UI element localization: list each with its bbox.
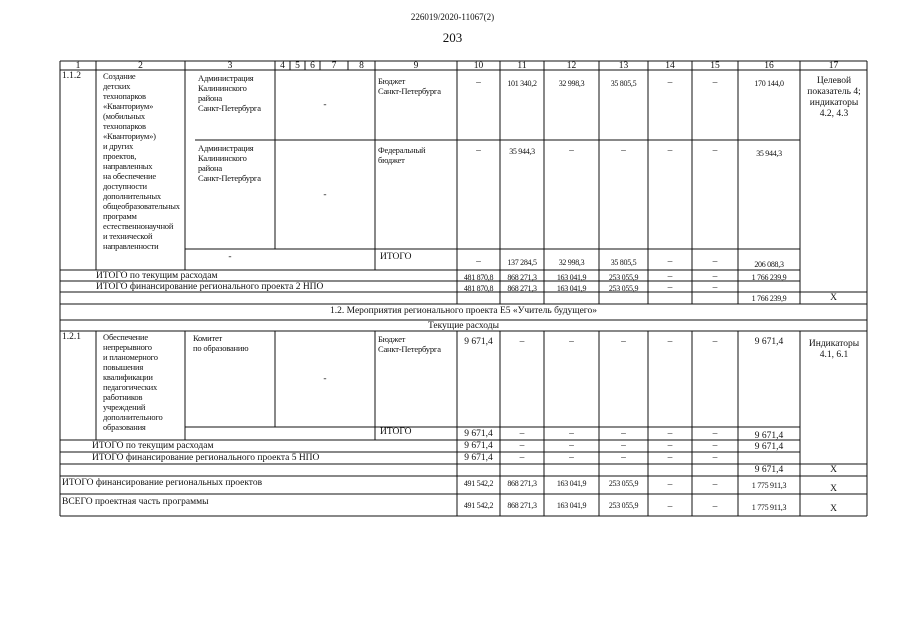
value-col-14: –	[667, 283, 673, 293]
value-col-13: 253 055,9	[608, 273, 639, 282]
value-col-15: –	[712, 78, 718, 88]
value-col-15: –	[712, 146, 718, 156]
value-col-11: 868 271,3	[507, 284, 537, 293]
row-label: ИТОГО финансирование регионального проекта 2 НПО	[96, 282, 324, 292]
value-col-11: 137 284,5	[507, 258, 537, 267]
value-col-12: 32 998,3	[558, 79, 585, 88]
value-col-12: –	[569, 429, 574, 439]
value-col-16: 35 944,3	[756, 149, 782, 158]
value-col-10: 9 671,4	[464, 453, 493, 463]
value-col-15: –	[712, 337, 718, 347]
value-col-16: 9 671,4	[754, 465, 784, 475]
value-col-12: 163 041,9	[556, 273, 587, 282]
value-col-15: –	[712, 453, 718, 463]
section-title: 1.2. Мероприятия регионального проекта Е5 «Учитель будущего»	[330, 306, 597, 316]
col-header-8: 8	[359, 61, 364, 71]
value-col-12: 163 041,9	[556, 479, 587, 488]
col-header-10: 10	[473, 61, 484, 71]
value-col-15: –	[712, 441, 718, 451]
col-header-5: 5	[295, 61, 300, 71]
row-label: ИТОГО финансирование региональных проектов	[62, 478, 263, 488]
value-col-12: 163 041,9	[556, 501, 587, 510]
executor: Администрация Калининского района Санкт-Петербурга	[198, 143, 261, 183]
activity-name: Обеспечение непрерывного и планомерного повышения квалификации педагогических работников учреждений дополнительного образования	[103, 332, 163, 432]
value-col-11: –	[519, 441, 525, 451]
indicator: Целевой показатель 4; индикаторы 4.2, 4.3	[807, 76, 861, 119]
value-col-14: –	[667, 480, 673, 490]
col-header-3: 3	[227, 61, 233, 71]
value-col-14: –	[667, 502, 673, 512]
value-col-12: 163 041,9	[556, 284, 587, 293]
value-col-16: 206 088,3	[754, 260, 784, 269]
col-header-16: 16	[764, 61, 774, 71]
value-col-14: –	[667, 257, 673, 267]
value-col-10: –	[476, 257, 481, 267]
value-col-10: –	[476, 146, 481, 156]
value-col-13: 253 055,9	[608, 479, 639, 488]
value-col-16: 9 671,4	[754, 431, 784, 441]
row-label: ИТОГО финансирование регионального проекта 5 НПО	[92, 453, 320, 463]
value-col-10: 9 671,4	[464, 337, 493, 347]
value-col-16: 1 775 911,3	[751, 503, 787, 512]
value-col-10: 481 870,8	[463, 273, 494, 282]
value-col-10: –	[476, 78, 481, 88]
value-col-11: –	[519, 453, 525, 463]
value-col-12: –	[569, 441, 574, 451]
value-col-13: 35 805,5	[610, 79, 637, 88]
value-col-11: 101 340,2	[507, 79, 537, 88]
subsection-title: Текущие расходы	[427, 321, 500, 331]
value-col-10: 491 542,2	[463, 479, 494, 488]
value-col-14: –	[667, 337, 673, 347]
x-mark: X	[830, 504, 837, 514]
x-mark: X	[830, 293, 837, 303]
value-col-13: –	[621, 337, 626, 347]
empty-mark: -	[323, 374, 327, 384]
document-id: 226019/2020-11067(2)	[410, 12, 495, 22]
col-header-7: 7	[331, 61, 337, 71]
total-label: ИТОГО	[380, 252, 412, 262]
value-col-14: –	[667, 453, 673, 463]
value-col-13: –	[621, 453, 626, 463]
value-col-14: –	[667, 272, 673, 282]
funding-source: Федеральный бюджет	[378, 145, 426, 165]
x-mark: X	[830, 465, 837, 475]
value-col-11: 868 271,3	[507, 501, 537, 510]
col-header-4: 4	[280, 61, 285, 71]
value-col-16: 1 766 239,9	[751, 273, 787, 282]
value-col-14: –	[667, 78, 673, 88]
value-col-13: –	[621, 429, 626, 439]
total-label: ИТОГО	[380, 427, 412, 437]
value-col-13: –	[621, 146, 626, 156]
value-col-11: –	[519, 337, 525, 347]
value-col-11: 868 271,3	[507, 273, 537, 282]
value-col-11: 35 944,3	[509, 147, 535, 156]
value-col-14: –	[667, 146, 673, 156]
empty-mark: -	[323, 100, 327, 110]
value-col-12: –	[569, 146, 574, 156]
value-col-13: 253 055,9	[608, 501, 639, 510]
value-col-10: 9 671,4	[464, 441, 493, 451]
x-mark: X	[830, 484, 837, 494]
row-label: ИТОГО по текущим расходам	[92, 441, 214, 451]
col-header-2: 2	[138, 61, 143, 71]
col-header-11: 11	[517, 61, 527, 71]
value-col-15: –	[712, 257, 718, 267]
row-label: ИТОГО по текущим расходам	[96, 271, 218, 281]
value-col-16: 1 766 239,9	[751, 294, 787, 303]
executor: Администрация Калининского района Санкт-Петербурга	[198, 73, 261, 113]
col-header-17: 17	[828, 61, 839, 71]
value-col-16: 170 144,0	[754, 79, 784, 88]
value-col-14: –	[667, 441, 673, 451]
empty-mark: -	[323, 190, 327, 200]
value-col-15: –	[712, 283, 718, 293]
col-header-14: 14	[665, 61, 675, 71]
value-col-15: –	[712, 272, 718, 282]
funding-source: Бюджет Санкт-Петербурга	[378, 76, 441, 96]
value-col-15: –	[712, 502, 718, 512]
value-col-10: 9 671,4	[464, 429, 493, 439]
value-col-12: –	[569, 337, 574, 347]
value-col-11: –	[519, 429, 525, 439]
value-col-16: 9 671,4	[754, 337, 784, 347]
row-label: ВСЕГО проектная часть программы	[62, 497, 209, 507]
row-number: 1.1.2	[62, 71, 81, 81]
funding-source: Бюджет Санкт-Петербурга	[378, 334, 441, 354]
value-col-10: 481 870,8	[463, 284, 494, 293]
col-header-15: 15	[710, 61, 720, 71]
value-col-11: 868 271,3	[507, 479, 537, 488]
value-col-13: –	[621, 441, 626, 451]
value-col-13: 35 805,5	[610, 258, 637, 267]
value-col-16: 1 775 911,3	[751, 481, 787, 490]
value-col-13: 253 055,9	[608, 284, 639, 293]
value-col-15: –	[712, 429, 718, 439]
row-number: 1.2.1	[62, 332, 81, 342]
indicator: Индикаторы 4.1, 6.1	[808, 339, 860, 360]
value-col-10: 491 542,2	[463, 501, 494, 510]
value-col-16: 9 671,4	[754, 442, 784, 452]
value-col-12: 32 998,3	[558, 258, 585, 267]
executor: Комитет по образованию	[193, 333, 249, 353]
empty-mark: -	[228, 252, 232, 262]
value-col-15: –	[712, 480, 718, 490]
value-col-14: –	[667, 429, 673, 439]
col-header-1: 1	[75, 61, 81, 71]
page-number: 203	[442, 30, 463, 45]
col-header-12: 12	[566, 61, 577, 71]
activity-name: Создание детских технопарков «Кванториум» (мобильных технопарков «Кванториум») и других проектов, направленных на обеспечение доступности дополнительных общеобразовательных программ естественнонаучной и технической направленности	[103, 71, 180, 251]
col-header-13: 13	[618, 61, 629, 71]
value-col-12: –	[569, 453, 574, 463]
col-header-9: 9	[413, 61, 419, 71]
col-header-6: 6	[310, 61, 315, 71]
